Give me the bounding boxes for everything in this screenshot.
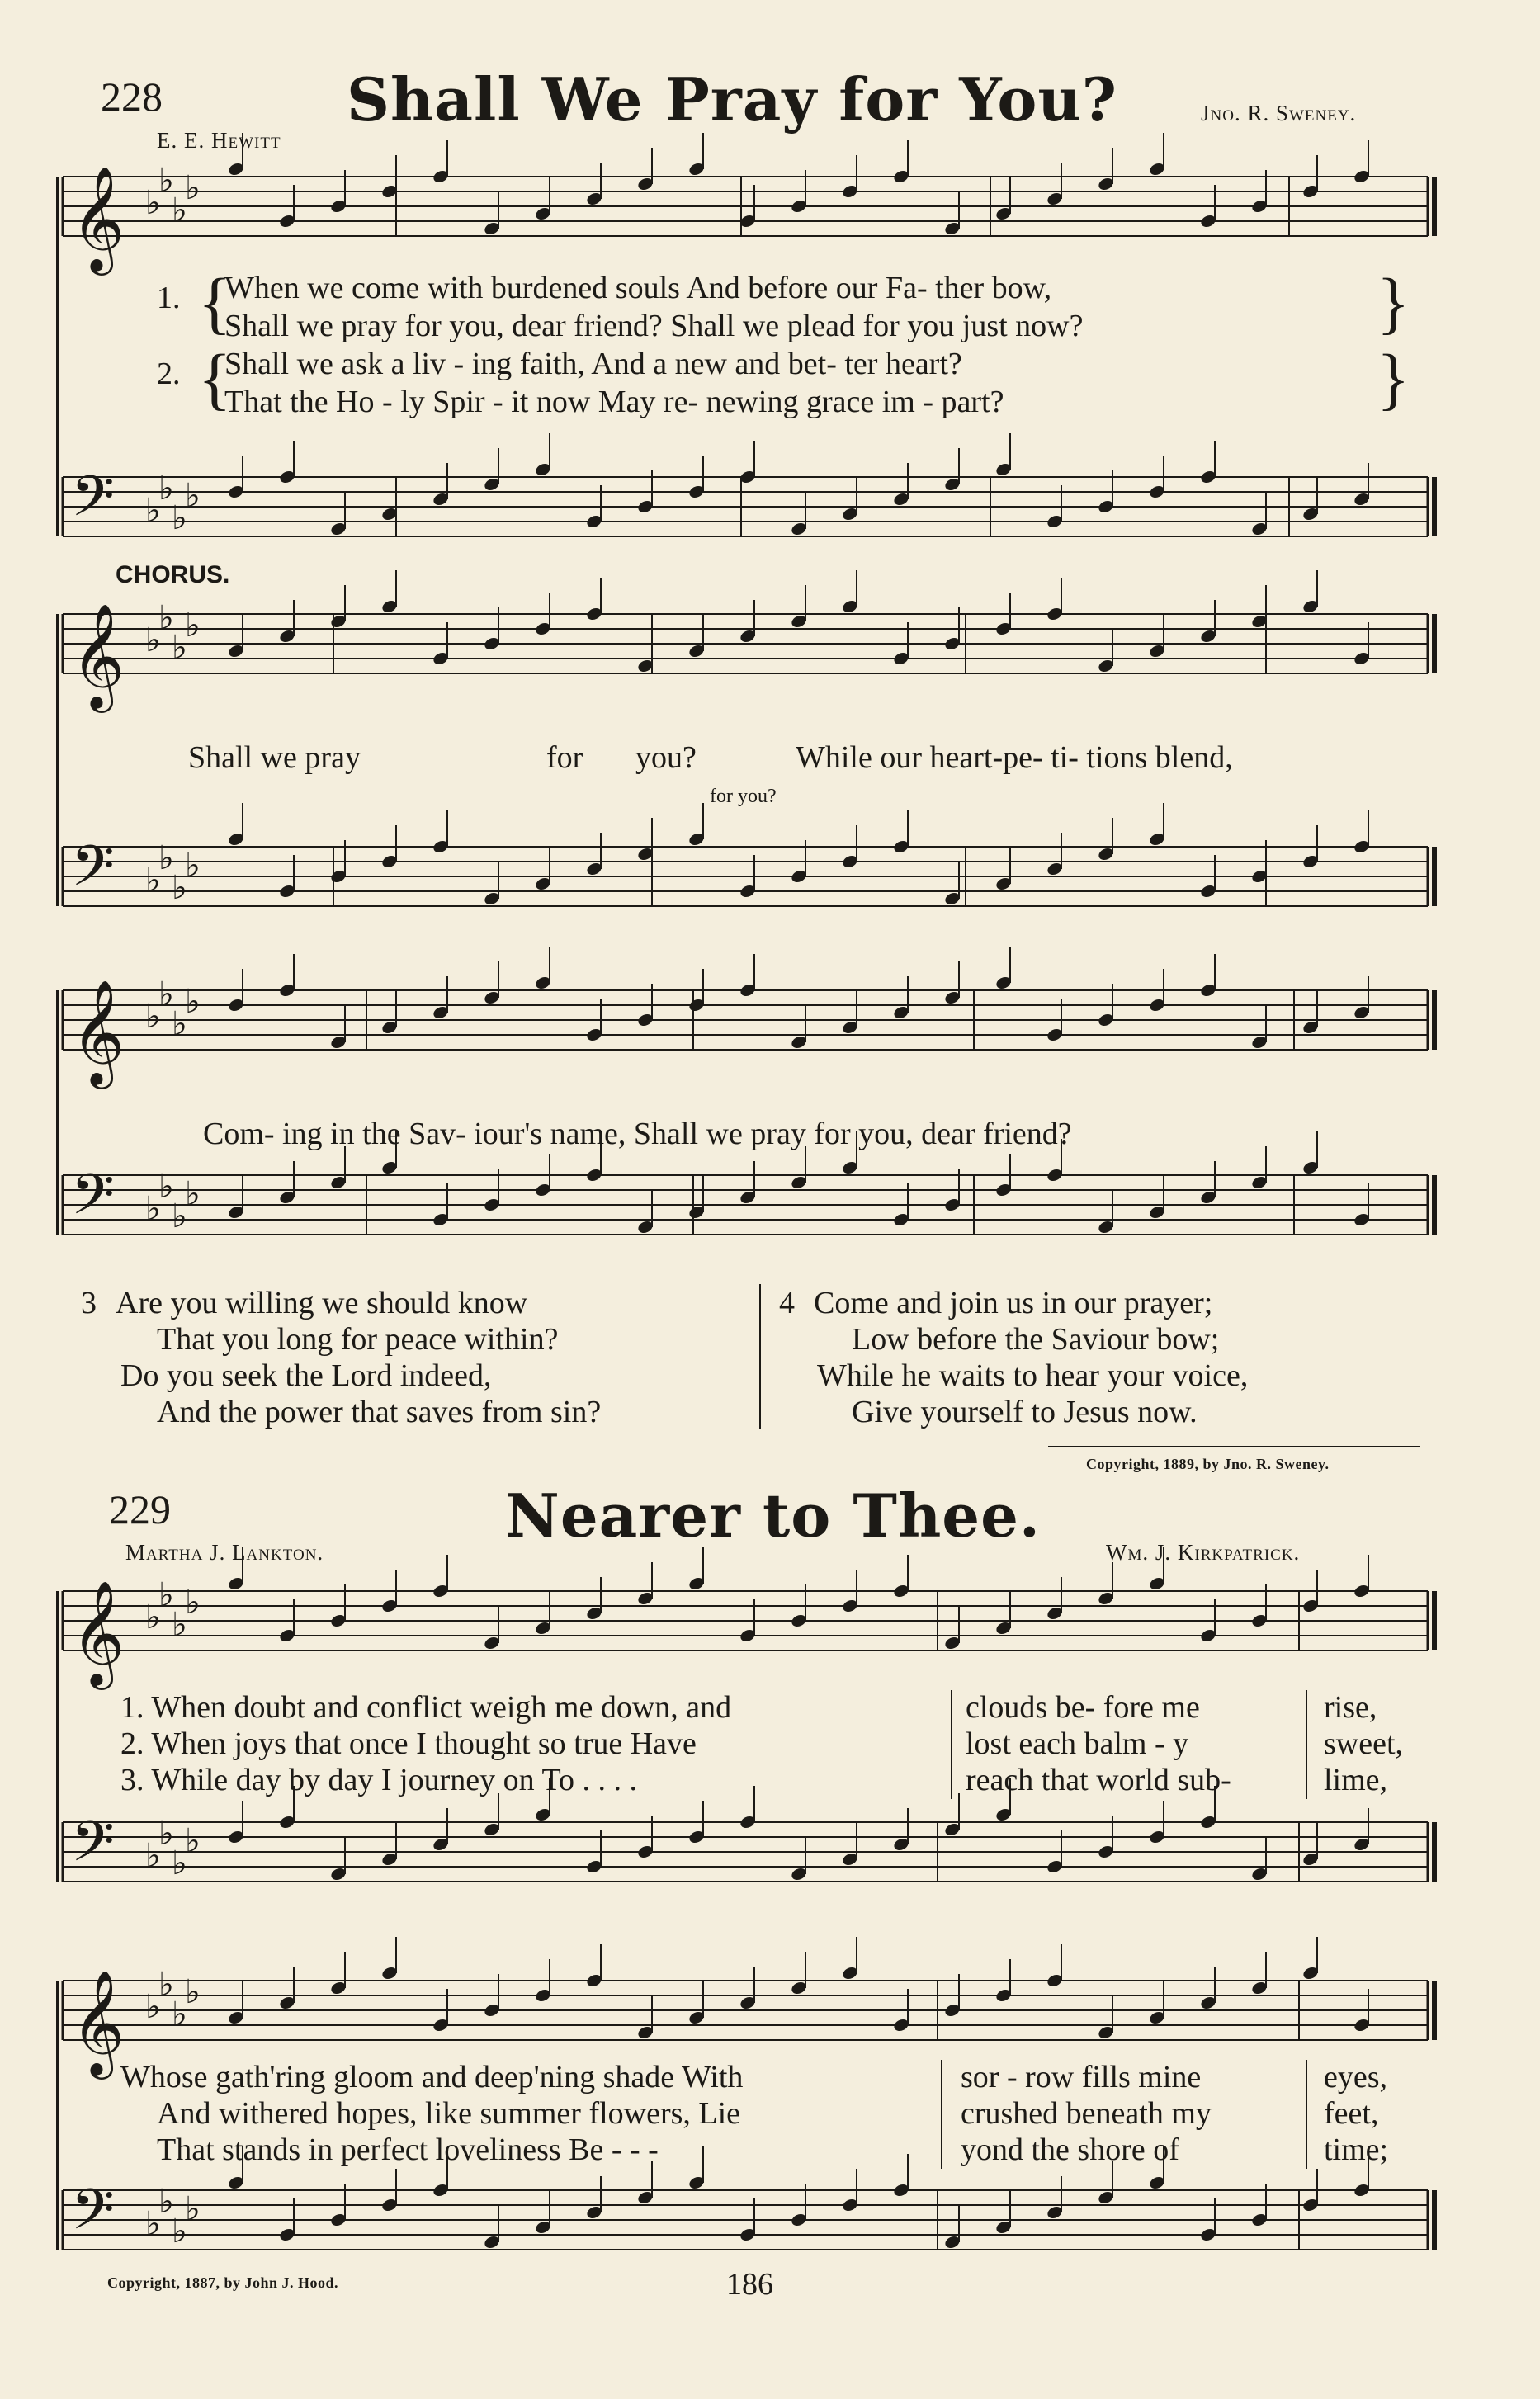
chorus-lyric-shall-we-pray: Shall we pray — [188, 740, 361, 775]
verse-1-line-1: When we come with burdened souls And before our Fa- ther bow, — [224, 271, 1052, 305]
flat-icon: ♭ — [185, 2190, 201, 2228]
h229-s1-v2-col2: lost each balm - y — [966, 1726, 1189, 1761]
chorus-lyric-you: you? — [635, 740, 697, 775]
chorus-label: CHORUS. — [116, 561, 230, 588]
treble-clef-icon: 𝄞 — [71, 1580, 125, 1685]
h229-s2-sep-1 — [941, 2060, 942, 2169]
verse-1-marker: 1. — [157, 281, 181, 315]
chorus-lyric-for: for — [546, 740, 583, 775]
flat-icon: ♭ — [172, 1995, 187, 2033]
h229-s2-v3-col3: time; — [1324, 2132, 1389, 2167]
flat-icon: ♭ — [185, 477, 201, 515]
h229-s1-sep-2 — [1306, 1690, 1307, 1799]
flat-icon: ♭ — [185, 983, 201, 1021]
hymn-228-author: E. E. Hewitt — [157, 128, 281, 153]
h229-s2-v1-col2: sor - row fills mine — [961, 2060, 1202, 2094]
hymn-228-title: Shall We Pray for You? — [347, 64, 1117, 135]
flat-icon: ♭ — [158, 162, 174, 200]
flat-icon: ♭ — [172, 1606, 187, 1644]
flat-icon: ♭ — [145, 621, 161, 659]
flat-icon: ♭ — [158, 975, 174, 1013]
hymn-229-author: Martha J. Lankton. — [125, 1540, 324, 1565]
h229-s2-sep-2 — [1306, 2060, 1307, 2169]
bass-clef-icon: 𝄢 — [71, 465, 115, 543]
verse-4-line-3: While he waits to hear your voice, — [817, 1358, 1249, 1393]
h229-s1-v1-col3: rise, — [1324, 1690, 1377, 1725]
h229-s1-v2-col3: sweet, — [1324, 1726, 1404, 1761]
flat-icon: ♭ — [185, 1584, 201, 1622]
hymn-229-title: Nearer to Thee. — [505, 1480, 1041, 1551]
flat-icon: ♭ — [145, 1837, 161, 1875]
h229-s1-v1-col2: clouds be- fore me — [966, 1690, 1200, 1725]
flat-icon: ♭ — [172, 191, 187, 229]
h229-s2-v3-col2: yond the shore of — [961, 2132, 1179, 2167]
copyright-rule — [1048, 1446, 1420, 1447]
flat-icon: ♭ — [185, 1822, 201, 1860]
hymn-229-composer: Wm. J. Kirkpatrick. — [1106, 1540, 1301, 1565]
flat-icon: ♭ — [145, 2205, 161, 2243]
chorus-bass-for-you: for you? — [710, 786, 777, 807]
flat-icon: ♭ — [145, 862, 161, 900]
treble-clef-icon: 𝄞 — [71, 1969, 125, 2075]
hymn-229-copyright: Copyright, 1887, by John J. Hood. — [107, 2274, 339, 2291]
h229-s1-v3-col2: reach that world sub- — [966, 1763, 1231, 1797]
verse-3-line-4: And the power that saves from sin? — [157, 1395, 602, 1429]
verse-2-brace: { — [198, 341, 232, 418]
h229-s2-v2-col2: crushed beneath my — [961, 2096, 1212, 2131]
flat-icon: ♭ — [172, 499, 187, 537]
bass-clef-icon: 𝄢 — [71, 834, 115, 913]
h229-s1-v3-col3: lime, — [1324, 1763, 1388, 1797]
page-number: 186 — [726, 2267, 773, 2302]
verse-2-line-2: That the Ho - ly Spir - it now May re- newing grace im - part? — [224, 385, 1004, 419]
bass-clef-icon: 𝄢 — [71, 1163, 115, 1241]
flat-icon: ♭ — [145, 1599, 161, 1636]
flat-icon: ♭ — [172, 2212, 187, 2250]
flat-icon: ♭ — [172, 1844, 187, 1882]
flat-icon: ♭ — [172, 629, 187, 667]
treble-clef-icon: 𝄞 — [71, 165, 125, 271]
flat-icon: ♭ — [158, 1576, 174, 1614]
flat-icon: ♭ — [158, 2183, 174, 2221]
verse-3-line-2: That you long for peace within? — [157, 1322, 559, 1357]
flat-icon: ♭ — [158, 1168, 174, 1206]
verse-4-line-4: Give yourself to Jesus now. — [852, 1395, 1198, 1429]
verse-4-line-2: Low before the Saviour bow; — [852, 1322, 1220, 1357]
flat-icon: ♭ — [145, 184, 161, 222]
flat-icon: ♭ — [158, 839, 174, 877]
flat-icon: ♭ — [145, 1988, 161, 2026]
h229-s1-v2-col1: 2. When joys that once I thought so true Have — [120, 1726, 697, 1761]
hymn-229-number: 229 — [109, 1486, 171, 1532]
chorus-lyric-heart-petitions: While our heart-pe- ti- tions blend, — [796, 740, 1233, 775]
hymn-228-composer: Jno. R. Sweney. — [1201, 101, 1357, 125]
verse-divider — [759, 1284, 761, 1429]
flat-icon: ♭ — [158, 1966, 174, 2004]
verse-4-number: 4 — [779, 1286, 795, 1320]
h229-s2-v3-col1: That stands in perfect loveliness Be - - - — [157, 2132, 659, 2167]
h229-s1-v3-col1: 3. While day by day I journey on To . . . . — [120, 1763, 637, 1797]
h229-s2-v1-col1: Whose gath'ring gloom and deep'ning shade With — [120, 2060, 744, 2094]
h229-s1-v1-col1: 1. When doubt and conflict weigh me down, and — [120, 1690, 732, 1725]
flat-icon: ♭ — [158, 599, 174, 637]
flat-icon: ♭ — [158, 1815, 174, 1853]
treble-clef-icon: 𝄞 — [71, 602, 125, 708]
chorus-lyric-line-2: Com- ing in the Sav- iour's name, Shall we pray for you, dear friend? — [203, 1117, 1072, 1151]
verse-1-brace-right: } — [1377, 265, 1410, 342]
flat-icon: ♭ — [172, 869, 187, 907]
verse-1-brace: { — [198, 265, 232, 342]
flat-icon: ♭ — [185, 1973, 201, 2011]
verse-3-line-3: Do you seek the Lord indeed, — [120, 1358, 492, 1393]
verse-3-number: 3 — [81, 1286, 97, 1320]
hymn-228-copyright: Copyright, 1889, by Jno. R. Sweney. — [1086, 1456, 1330, 1472]
flat-icon: ♭ — [145, 1190, 161, 1228]
hymn-228-number: 228 — [101, 73, 163, 120]
verse-3-line-1: Are you willing we should know — [116, 1286, 528, 1320]
flat-icon: ♭ — [145, 998, 161, 1036]
flat-icon: ♭ — [145, 492, 161, 530]
bass-clef-icon: 𝄢 — [71, 1810, 115, 1888]
verse-2-line-1: Shall we ask a liv - ing faith, And a new and bet- ter heart? — [224, 347, 962, 381]
h229-s1-sep-1 — [951, 1690, 952, 1799]
h229-s2-v2-col3: feet, — [1324, 2096, 1379, 2131]
h229-s2-v1-col3: eyes, — [1324, 2060, 1388, 2094]
flat-icon: ♭ — [172, 1005, 187, 1043]
flat-icon: ♭ — [185, 1175, 201, 1213]
flat-icon: ♭ — [158, 470, 174, 508]
verse-4-line-1: Come and join us in our prayer; — [814, 1286, 1213, 1320]
flat-icon: ♭ — [185, 607, 201, 645]
flat-icon: ♭ — [185, 847, 201, 885]
verse-2-marker: 2. — [157, 357, 181, 391]
verse-1-line-2: Shall we pray for you, dear friend? Shall we plead for you just now? — [224, 309, 1084, 343]
treble-clef-icon: 𝄞 — [71, 979, 125, 1084]
h229-s2-v2-col1: And withered hopes, like summer flowers, Lie — [157, 2096, 741, 2131]
flat-icon: ♭ — [172, 1197, 187, 1235]
bass-clef-icon: 𝄢 — [71, 2178, 115, 2256]
verse-2-brace-right: } — [1377, 341, 1410, 418]
flat-icon: ♭ — [185, 169, 201, 207]
